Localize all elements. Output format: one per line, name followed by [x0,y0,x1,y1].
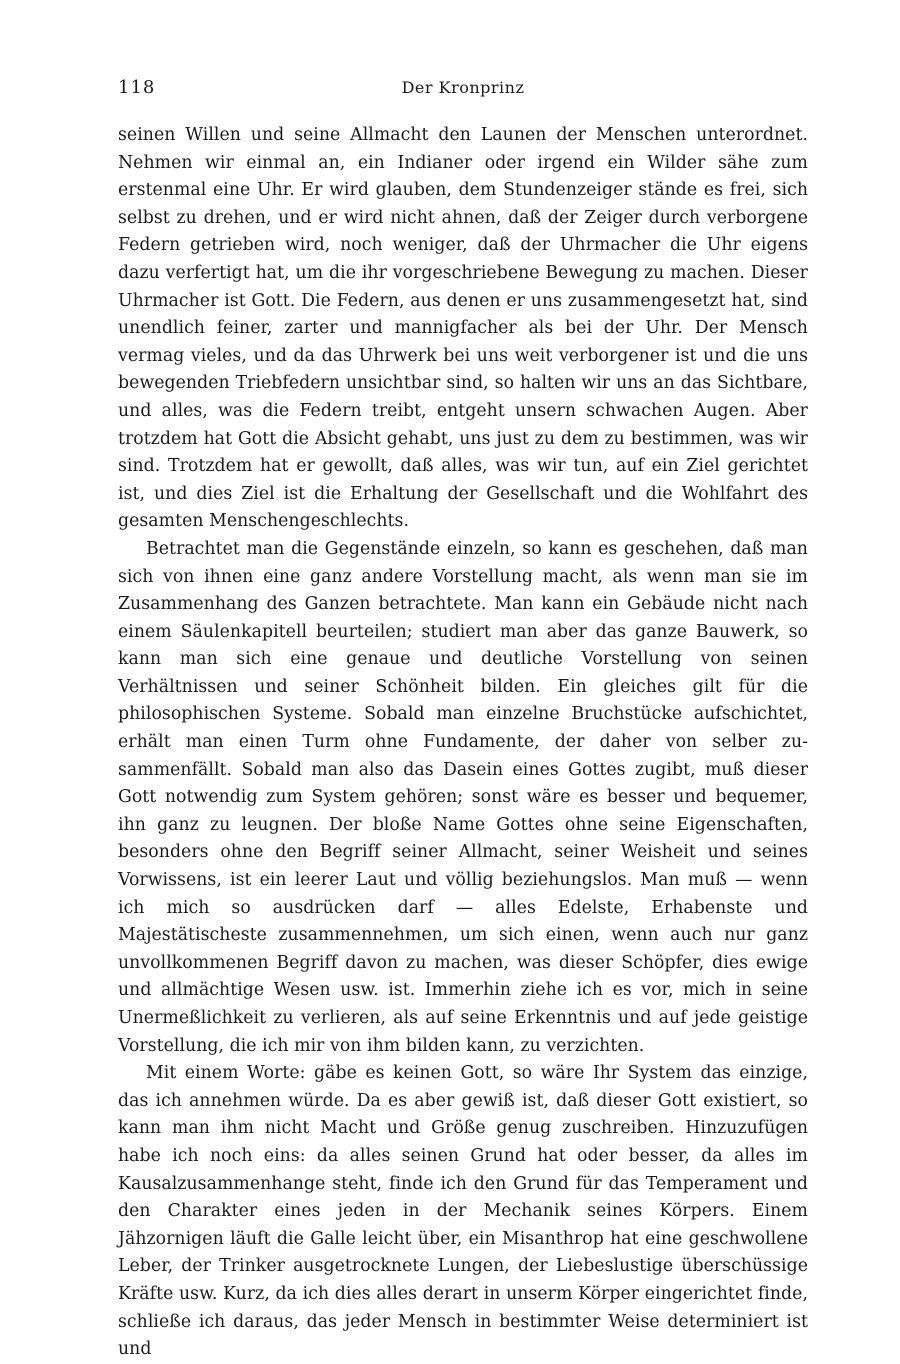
page-number: 118 [118,77,156,98]
paragraph: Mit einem Worte: gäbe es keinen Gott, so wäre Ihr System das einzige, das ich annehmen würde. Da es aber gewiß ist, daß dieser Gott existiert, so kann man ihm nicht Macht und Größe genug zuschreiben. Hinzuzufügen habe ich noch eins: da alles seinen Grund hat oder besser, da alles im Kausalzusammenhange steht, finde ich den Grund für das Temperament und den Charakter eines jeden in der Mechanik seines Körpers. Einem Jähzornigen läuft die Galle leicht über, ein Misanthrop hat eine geschwollene Leber, der Trinker ausgetrocknete Lungen, der Liebeslustige überschüssige Kräfte usw. Kurz, da ich dies alles derart in unserm Körper eingerichtet finde, schließe ich daraus, das jeder Mensch in bestimmter Weise determiniert ist und [118,1063,808,1360]
paragraph: Betrachtet man die Gegenstände einzeln, so kann es geschehen, daß man sich von ihnen eine ganz andere Vorstellung macht, als wenn man sie im Zusammenhang des Ganzen betrachtete. Man kann ein Gebäude nicht nach einem Säulenkapitell beurteilen; studiert man aber das ganze Bauwerk, so kann man sich eine genaue und deutliche Vorstellung von seinen Verhältnissen und seiner Schönheit bilden. Ein gleiches gilt für die philosophischen Systeme. Sobald man einzelne Bruchstücke aufschichtet, erhält man einen Turm ohne Fundamente, der daher von selber zusammenfällt. Sobald man also das Dasein eines Gottes zugibt, muß dieser Gott notwendig zum System gehören; sonst wäre es besser und bequemer, ihn ganz zu leugnen. Der bloße Name Gottes ohne seine Eigenschaften, besonders ohne den Begriff seiner Allmacht, seiner Weisheit und seines Vorwissens, ist ein leerer Laut und völlig beziehungslos. Man muß — wenn ich mich so ausdrücken darf — alles Edelste, Erhabenste und Majestätischeste zusammennehmen, um sich einen, wenn auch nur ganz unvollkommenen Begriff davon zu machen, was dieser Schöpfer, dies ewige und allmächtige Wesen usw. ist. Immerhin ziehe ich es vor, mich in seine Unermeßlichkeit zu verlieren, als auf seine Erkenntnis und auf jede geistige Vorstellung, die ich mir von ihm bilden kann, zu verzichten. [118,538,808,1056]
page-header [118,76,808,102]
running-title: Der Kronprinz [401,78,525,97]
body-text [118,122,808,1364]
paragraph: seinen Willen und seine Allmacht den Launen der Menschen unterordnet. Nehmen wir einmal an, ein Indianer oder irgend ein Wilder sähe zum erstenmal eine Uhr. Er wird glauben, dem Stundenzeiger stände es frei, sich selbst zu drehen, und er wird nicht ahnen, daß der Zeiger durch verborgene Federn getrieben wird, noch weniger, daß der Uhrmacher die Uhr eigens dazu verfertigt hat, um die ihr vorgeschriebene Bewegung zu machen. Dieser Uhrmacher ist Gott. Die Federn, aus denen er uns zusammengesetzt hat, sind unendlich feiner, zarter und mannigfacher als bei der Uhr. Der Mensch vermag vieles, und da das Uhrwerk bei uns weit verborgener ist und die uns bewegenden Triebfedern unsichtbar sind, so halten wir uns an das Sichtbare, und alles, was die Federn treibt, entgeht unsern schwachen Augen. Aber trotzdem hat Gott die Absicht gehabt, uns just zu dem zu bestimmen, was wir sind. Trotzdem hat er gewollt, daß alles, was wir tun, auf ein Ziel gerichtet ist, und dies Ziel ist die Erhaltung der Gesellschaft und die Wohlfahrt des gesamten Menschengeschlechts. [118,125,808,532]
